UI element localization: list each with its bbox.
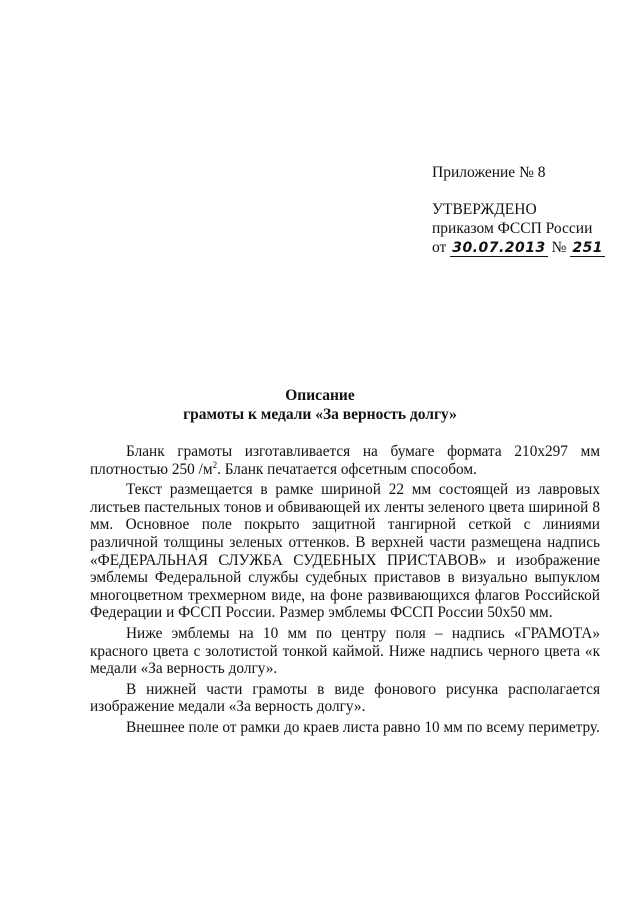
paragraph-2: Текст размещается в рамке шириной 22 мм состоящей из лавровых листьев пастельных тонов и обвивающей их ленты зеленого цвета шириной 8 мм. Основное поле покрыто защитной тангирной сеткой с линиями различной толщины зеленых оттенков. В верхней части размещена надпись «ФЕДЕРАЛЬНАЯ СЛУЖБА СУДЕБНЫХ ПРИСТАВОВ» и изображение эмблемы Федеральной службы судебных приставов в визуально выпуклом многоцветном трехмерном виде, на фоне развивающихся флагов Российской Федерации и ФССП России. Размер эмблемы ФССП России 50x50 мм. — [90, 481, 600, 622]
approval-header — [432, 163, 632, 257]
paragraph-1 — [90, 443, 600, 478]
appendix-label: Приложение № 8 — [432, 164, 546, 181]
document-body — [90, 443, 600, 737]
paragraph-1-end: . Бланк печатается офсетным способом. — [217, 460, 477, 478]
order-date-line — [432, 238, 632, 257]
number-label: № — [551, 239, 567, 256]
paragraph-5: Внешнее поле от рамки до краев листа равно 10 мм по всему периметру. — [126, 718, 600, 736]
document-title — [0, 386, 640, 424]
superscript: 2 — [212, 459, 218, 470]
approved-label: УТВЕРЖДЕНО — [432, 201, 537, 218]
handwritten-date: 30.07.2013 — [452, 240, 546, 256]
paragraph-1-text: Бланк грамоты изготавливается на бумаге формата 210x297 мм плотностью 250 /м — [90, 443, 600, 478]
paragraph-4: В нижней части грамоты в виде фонового рисунка располагается изображение медали «За верность долгу». — [90, 680, 600, 716]
handwritten-number: 251 — [572, 240, 604, 256]
order-label: приказом ФССП России — [432, 220, 593, 237]
title-line-2: грамоты к медали «За верность долгу» — [183, 406, 457, 423]
from-label: от — [432, 239, 447, 256]
paragraph-3: Ниже эмблемы на 10 мм по центру поля – надпись «ГРАМОТА» красного цвета с золотистой тонкой каймой. Ниже надпись черного цвета «к медали «За верность долгу». — [90, 624, 600, 678]
title-line-1: Описание — [285, 387, 355, 404]
